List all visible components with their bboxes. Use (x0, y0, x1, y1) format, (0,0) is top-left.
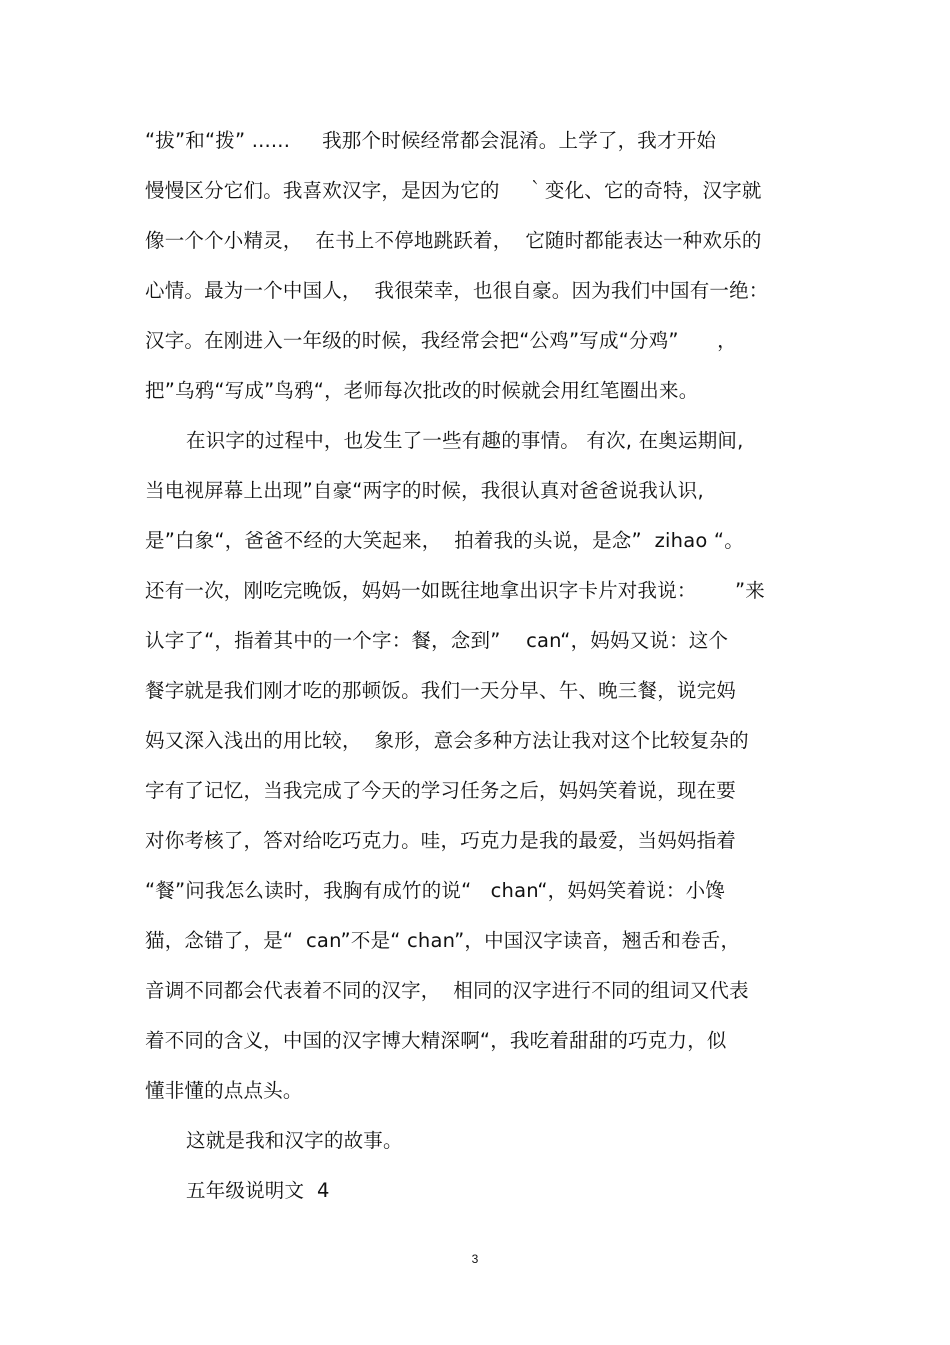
text-line: 音调不同都会代表着不同的汉字， 相同的汉字进行不同的组词又代表 (145, 979, 749, 1002)
text-line: 把”乌鸦“写成”鸟鸦“，老师每次批改的时候就会用红笔圈出来。 (145, 379, 699, 402)
text-line: 慢慢区分它们。我喜欢汉字，是因为它的 ｀变化、它的奇特，汉字就 (145, 179, 762, 202)
paragraph-start-line: 在识字的过程中，也发生了一些有趣的事情。 有次, 在奥运期间, (186, 429, 744, 452)
text-line: 当电视屏幕上出现”自豪“两字的时候，我很认真对爸爸说我认识, (145, 479, 704, 502)
text-line: 还有一次，刚吃完晚饭，妈妈一如既往地拿出识字卡片对我说： ”来 (145, 579, 765, 602)
paragraph-start-line: 这就是我和汉字的故事。 (186, 1129, 403, 1152)
text-line: 对你考核了，答对给吃巧克力。哇，巧克力是我的最爱，当妈妈指着 (145, 829, 737, 852)
text-line: 餐字就是我们刚才吃的那顿饭。我们一天分早、午、晚三餐，说完妈 (145, 679, 737, 702)
text-line: 字有了记忆，当我完成了今天的学习任务之后，妈妈笑着说，现在要 (145, 779, 737, 802)
text-line: 是”白象“，爸爸不经的大笑起来， 拍着我的头说，是念” zihao “。 (145, 529, 744, 552)
text-line: 像一个个小精灵， 在书上不停地跳跃着， 它随时都能表达一种欢乐的 (145, 229, 762, 252)
text-line: “餐”问我怎么读时，我胸有成竹的说“ chan“，妈妈笑着说：小馋 (145, 879, 725, 902)
section-heading: 五年级说明文 4 (186, 1179, 330, 1202)
text-line: 心情。最为一个中国人， 我很荣幸，也很自豪。因为我们中国有一绝： (145, 279, 769, 302)
text-line: 汉字。在刚进入一年级的时候，我经常会把“公鸡”写成“分鸡” ， (145, 329, 737, 352)
text-line: 懂非懂的点点头。 (145, 1079, 303, 1102)
text-line: “拔”和“拨” ...... 我那个时候经常都会混淆。上学了，我才开始 (145, 129, 717, 152)
text-line: 认字了“，指着其中的一个字：餐，念到” can“，妈妈又说：这个 (145, 629, 729, 652)
text-line: 猫，念错了，是“ can”不是“ chan”，中国汉字读音，翘舌和卷舌， (145, 929, 741, 952)
page-number: 3 (471, 1252, 479, 1266)
text-line: 妈又深入浅出的用比较， 象形，意会多种方法让我对这个比较复杂的 (145, 729, 749, 752)
text-line: 着不同的含义，中国的汉字博大精深啊“，我吃着甜甜的巧克力，似 (145, 1029, 727, 1052)
